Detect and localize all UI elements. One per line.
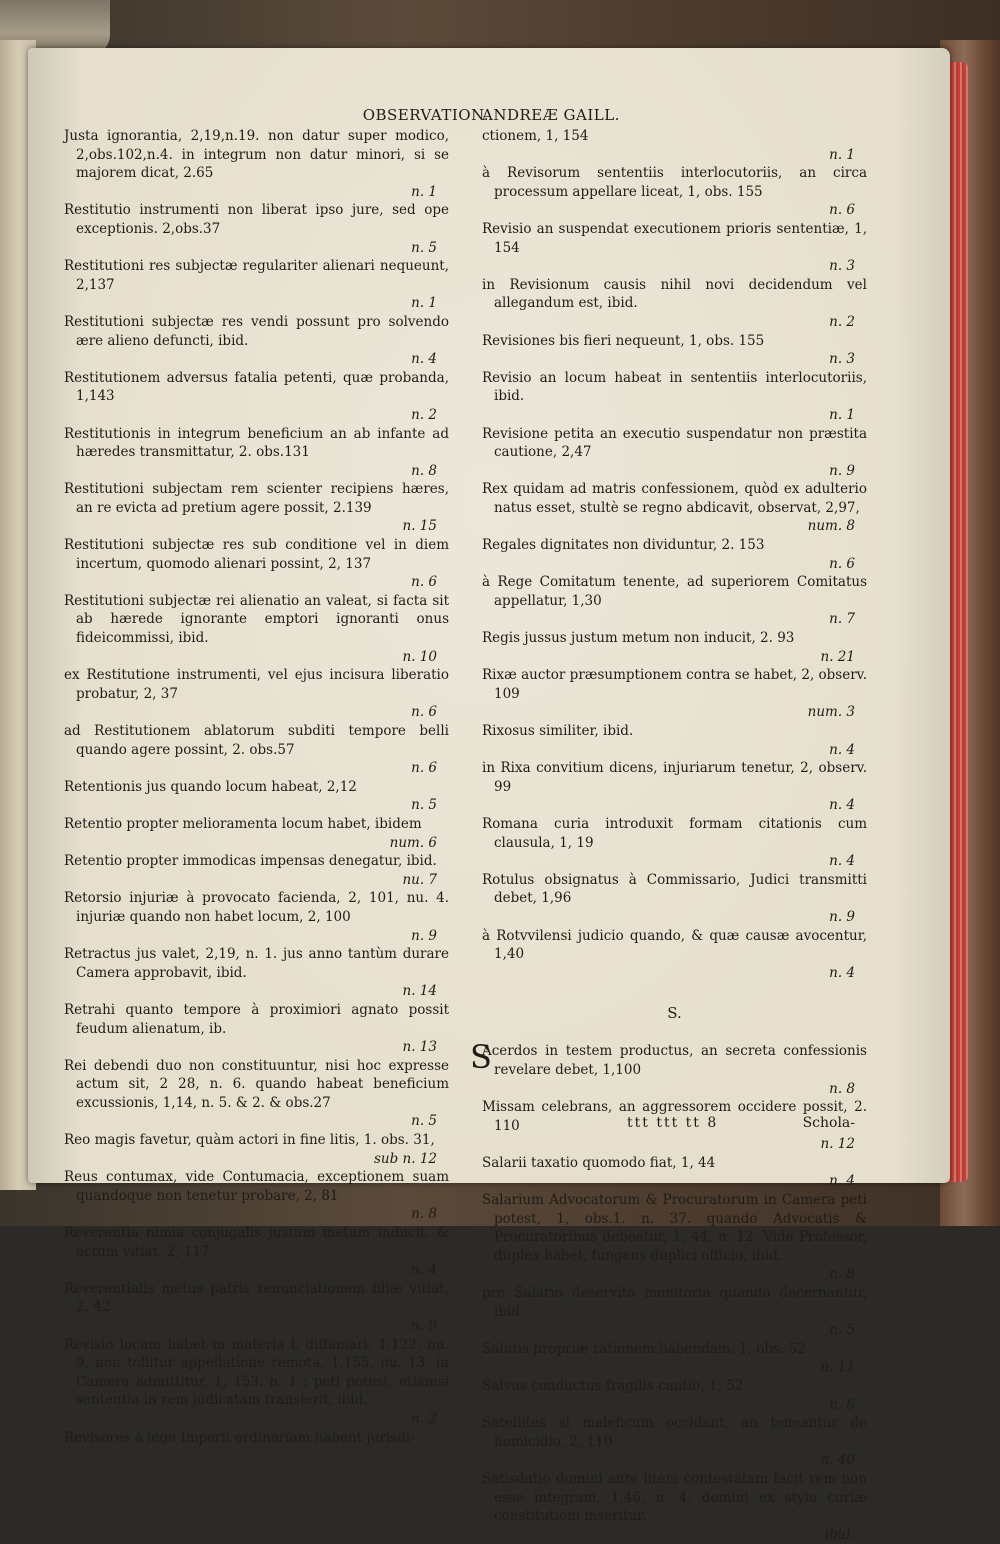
entry-reference: n. 8: [829, 1266, 855, 1283]
entry-text: pro Salario deservito monitoria quando decernantur, ibid.: [482, 1285, 867, 1320]
entry-text: Satellites si maleficum occidant, an teneantur de homicidio, 2, 110: [482, 1415, 867, 1450]
index-entry: [64, 1336, 449, 1429]
drop-cap: S: [470, 1038, 492, 1077]
index-entry: [482, 573, 867, 629]
index-entry: [482, 276, 867, 332]
index-entry: [64, 313, 449, 369]
entry-reference: ibid.: [824, 1526, 855, 1543]
entry-reference: n. 8: [411, 462, 437, 479]
entry-reference: n. 10: [402, 648, 437, 665]
index-entry: [482, 815, 867, 871]
entry-reference: n. 8: [411, 1206, 437, 1223]
entry-reference: n. 1: [411, 295, 437, 312]
index-entry: [482, 871, 867, 927]
catchword: Schola-: [802, 1115, 855, 1131]
entry-reference: n. 14: [402, 983, 437, 1000]
index-entry: [64, 1131, 449, 1168]
index-entry: [482, 1340, 867, 1377]
entry-text: Restitutioni subjectam rem scienter recipiens hæres, an re evicta ad pretium agere possit, 2.139: [64, 481, 449, 516]
index-entry: [482, 927, 867, 983]
entry-reference: n. 12: [820, 1136, 855, 1153]
entry-reference: n. 7: [829, 611, 855, 628]
index-entry: [64, 666, 449, 722]
entry-text: ex Restitutione instrumenti, vel ejus incisura liberatio probatur, 2, 37: [64, 667, 449, 702]
index-entry: [482, 759, 867, 815]
signature-mark: ttt ttt tt 8: [627, 1115, 719, 1131]
index-entry: [482, 332, 867, 369]
entry-text: Regis jussus justum metum non inducit, 2. 93: [482, 630, 795, 647]
entry-text: Rotulus obsignatus à Commissario, Judici transmitti debet, 1,96: [482, 871, 867, 907]
entry-reference: n. 13: [402, 1039, 437, 1056]
entry-text: Romana curia introduxit formam citationis cum clausula, 1, 19: [482, 815, 867, 851]
index-entry: [482, 722, 867, 759]
entry-reference: n. 2: [411, 406, 437, 423]
entry-reference: num. 8: [807, 518, 855, 535]
entry-text: Salarii taxatio quomodo fiat, 1, 44: [482, 1154, 716, 1171]
entry-reference: n. 9: [411, 927, 437, 944]
index-entry: [64, 945, 449, 1001]
entry-text: Salutis propriæ rationem habendam, 1, obs. 52: [482, 1340, 806, 1357]
index-entry: [482, 425, 867, 481]
index-entry: [64, 1280, 449, 1336]
index-entry: [482, 1154, 867, 1191]
entry-text: Revisores à lege Imperii ordinariam habent jurisdi-: [64, 1429, 415, 1446]
index-entry: [482, 127, 867, 164]
entry-reference: n. 2: [829, 313, 855, 330]
entry-reference: n. 4: [829, 797, 855, 814]
entry-text: Rixosus similiter, ibid.: [482, 723, 634, 739]
index-entry: [482, 369, 867, 425]
index-entry: [64, 425, 449, 481]
index-entry: [64, 1057, 449, 1131]
entry-text: Reverentialis metus patris renunciationem filiæ vitiat, 2, 42: [64, 1280, 449, 1316]
entry-reference: n. 5: [411, 797, 437, 814]
index-entry: [482, 164, 867, 220]
entry-reference: n. 6: [411, 704, 437, 721]
index-entry: [64, 592, 449, 666]
entry-reference: n. 5: [411, 1113, 437, 1130]
entry-reference: n. 15: [402, 518, 437, 535]
entry-reference: n. 5: [411, 239, 437, 256]
entry-text: Reus contumax, vide Contumacia, exceptionem suam quandoque non tenetur probare, 2, 81: [64, 1169, 449, 1204]
entry-text: Restitutionem adversus fatalia petenti, quæ probanda, 1,143: [64, 369, 449, 405]
entry-text: Rei debendi duo non constituuntur, nisi hoc expresse actum sit, 2 28, n. 6. quando habeat beneficium excussionis, 1,14, n. 5. & 2. & obs.27: [64, 1057, 449, 1111]
index-entry: [470, 1038, 867, 1098]
entry-text: Revisione petita an executio suspendatur non præstita cautione, 2,47: [482, 425, 867, 461]
index-entry: [482, 1191, 867, 1284]
entry-reference: n. 6: [411, 760, 437, 777]
index-entry: [482, 1470, 867, 1544]
index-entry: [482, 629, 867, 666]
entry-reference: n. 4: [411, 1262, 437, 1279]
entry-reference: n. 1: [829, 406, 855, 423]
entry-text: Missam celebrans, an aggressorem occidere possit, 2. 110: [482, 1099, 867, 1134]
index-entry: [64, 1168, 449, 1224]
index-entry: [482, 220, 867, 276]
entry-reference: num. 3: [807, 704, 855, 721]
index-entry: [64, 257, 449, 313]
entry-reference: n. 3: [829, 258, 855, 275]
index-entry: [64, 536, 449, 592]
entry-reference: sub n. 12: [373, 1150, 437, 1167]
page-content: [64, 103, 867, 1543]
entry-text: Justa ignorantia, 2,19,n.19. non datur super modico, 2,obs.102,n.4. in integrum non datur minori, si se majorem dicat, 2.65: [64, 128, 449, 182]
entry-text: Reo magis favetur, quàm actori in fine litis, 1. obs. 31,: [64, 1132, 435, 1149]
entry-reference: n. 4: [829, 741, 855, 758]
entry-text: Revisio an suspendat executionem prioris sententiæ, 1, 154: [482, 220, 867, 256]
index-entry: [64, 1224, 449, 1280]
index-entry: [482, 536, 867, 573]
index-entry: [482, 480, 867, 536]
entry-reference: n. 6: [829, 202, 855, 219]
index-entry: [64, 480, 449, 536]
entry-text: Reverentia nimia conjugalis justum metum inducit, & actum vitiat, 2, 117: [64, 1225, 449, 1260]
entry-text: Retentionis jus quando locum habeat, 2,12: [64, 778, 357, 795]
index-entry: [482, 1377, 867, 1414]
entry-reference: n. 11: [820, 1359, 855, 1376]
entry-text: à Rege Comitatum tenente, ad superiorem Comitatus appellatur, 1,30: [482, 574, 867, 609]
index-entry: [64, 1429, 449, 1448]
entry-reference: n. 4: [829, 853, 855, 870]
entry-text: Retentio propter melioramenta locum habet, ibidem: [64, 815, 422, 832]
index-entry: [64, 1001, 449, 1057]
entry-text: Acerdos in testem productus, an secreta confessionis revelare debet, 1,100: [482, 1043, 867, 1078]
entry-text: Revisio locum habet in materia l. diffamari, 1,122, nu. 9, non tollitur appellatione remota, 1,155, nu. 13. in Camera admittitur, 1, 153. n. 1 : peti potest, etiamsi sententia in rem judicatam transierit, ibid.: [64, 1336, 449, 1409]
index-entry: [482, 666, 867, 722]
book-page: [28, 48, 950, 1543]
entry-text: Retentio propter immodicas impensas denegatur, ibid.: [64, 853, 437, 870]
right-column: [470, 127, 867, 1544]
entry-text: Retorsio injuriæ à provocato facienda, 2, 101, nu. 4. injuriæ quando non habet locum, 2, 100: [64, 890, 449, 925]
entry-text: ad Restitutionem ablatorum subditi tempore belli quando agere possint, 2. obs.57: [64, 723, 449, 758]
index-entry: [64, 127, 449, 201]
entry-reference: n. 21: [820, 648, 855, 665]
entry-reference: n. 5: [829, 1322, 855, 1339]
entry-text: Revisio an locum habeat in sententiis interlocutoriis, ibid.: [482, 369, 867, 405]
entry-reference: n. 9: [829, 462, 855, 479]
entries-r: [482, 127, 867, 982]
entry-reference: n. 6: [829, 1396, 855, 1413]
index-entry: [64, 722, 449, 778]
entry-reference: num. 6: [389, 834, 437, 851]
entry-text: in Rixa convitium dicens, injuriarum tenetur, 2, observ. 99: [482, 760, 867, 795]
entry-text: Salvus conductus fragilis cautio, 1, 52: [482, 1378, 744, 1394]
entry-text: Restitutioni res subjectæ regulariter alienari nequeunt, 2,137: [64, 258, 449, 293]
entry-text: Restitutionis in integrum beneficium an ab infante ad hæredes transmittatur, 2. obs.131: [64, 425, 449, 461]
index-entry: [64, 852, 449, 889]
entry-text: Retractus jus valet, 2,19, n. 1. jus anno tantùm durare Camera approbavit, ibid.: [64, 946, 449, 981]
header-left: OBSERVATION.: [362, 106, 489, 124]
entry-reference: n. 3: [829, 351, 855, 368]
index-entry: [64, 201, 449, 257]
entry-reference: n. 2: [411, 1410, 437, 1427]
entry-text: à Rotvvilensi judicio quando, & quæ causæ avocentur, 1,40: [482, 927, 867, 963]
entry-text: Restitutioni subjectæ rei alienatio an valeat, si facta sit ab hærede ignorante emptori ignoranti onus fideicommissi, ibid.: [64, 592, 449, 647]
entry-text: Restitutio instrumenti non liberat ipso jure, sed ope exceptionis. 2,obs.37: [64, 202, 449, 237]
header-right: ANDREÆ GAILL.: [482, 106, 620, 124]
entry-reference: n. 4: [829, 1173, 855, 1190]
page-footer: [482, 1115, 867, 1135]
entry-text: Restitutioni subjectæ res sub conditione vel in diem incertum, quomodo alienari possint, 2, 137: [64, 537, 449, 572]
entry-reference: n. 4: [411, 351, 437, 368]
entry-text: Rixæ auctor præsumptionem contra se habet, 2, observ. 109: [482, 667, 867, 702]
entry-text: in Revisionum causis nihil novi decidendum vel allegandum est, ibid.: [482, 276, 867, 312]
index-entry: [64, 815, 449, 852]
entry-text: Rex quidam ad matris confessionem, quòd ex adulterio natus esset, stultè se regno abdicavit, observat, 2,97,: [482, 481, 867, 516]
index-entry: [482, 1284, 867, 1340]
entry-reference: n. 9: [829, 908, 855, 925]
entry-text: Regales dignitates non dividuntur, 2. 153: [482, 537, 765, 554]
entry-reference: nu. 7: [402, 871, 437, 888]
entry-text: Salarium Advocatorum & Procuratorum in Camera peti potest, 1, obs.1. n. 37. quando Advocatis & Procuratoribus debeatur, 1, 44, n. 12. Vide Professor, duplex habet, fungens duplici officio, ibid.: [482, 1192, 867, 1264]
index-entry: [64, 889, 449, 945]
entry-text: Retrahi quanto tempore à proximiori agnato possit feudum alienatum, ib.: [64, 1001, 449, 1037]
entry-reference: n. 1: [411, 183, 437, 200]
entry-reference: n. 6: [411, 574, 437, 591]
index-entry: [64, 778, 449, 815]
entry-text: Revisiones bis fieri nequeunt, 1, obs. 155: [482, 332, 765, 349]
left-column: [64, 127, 449, 1447]
entry-text: ctionem, 1, 154: [482, 128, 589, 144]
index-entry: [482, 1414, 867, 1470]
entry-text: Restitutioni subjectæ res vendi possunt pro solvendo ære alieno defuncti, ibid.: [64, 313, 449, 349]
entry-reference: n. 8: [829, 1080, 855, 1097]
entry-text: Satisdatio domini ante litem contestatam facit rem non esse integram, 1,46, n. 4. domini ex stylo curiæ constitutioni inseritur.: [482, 1470, 867, 1525]
index-entry: [64, 369, 449, 425]
entry-reference: n. 1: [829, 146, 855, 163]
entry-reference: n. 40: [820, 1452, 855, 1469]
entry-reference: n. 4: [829, 964, 855, 981]
entry-text: à Revisorum sententiis interlocutoriis, an circa processum appellare liceat, 1, obs. 155: [482, 165, 867, 200]
running-header: [64, 106, 854, 128]
entry-reference: n. 6: [829, 555, 855, 572]
entry-reference: n. 9: [411, 1318, 437, 1334]
section-letter: S.: [667, 1004, 682, 1023]
